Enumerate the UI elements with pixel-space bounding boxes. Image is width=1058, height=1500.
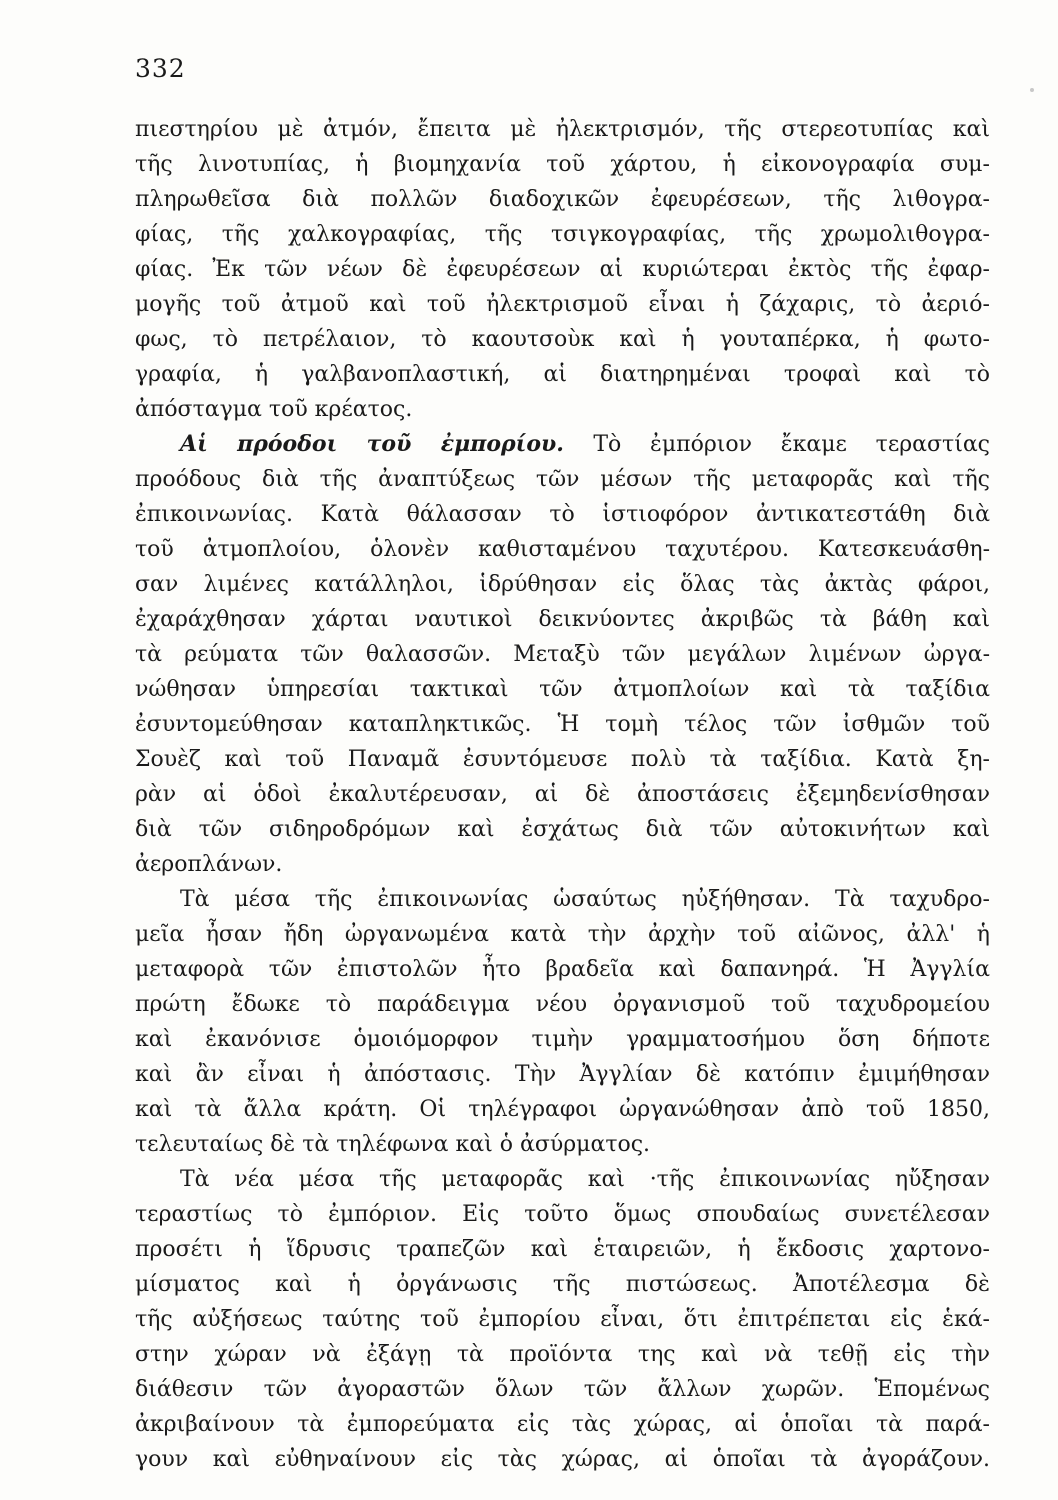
text-line: καὶ τὰ ἄλλα κράτη. Οἱ τηλέγραφοι ὠργανώθησαν ἀπὸ τοῦ 1850, <box>135 1097 990 1122</box>
text-line: πληρωθεῖσα διὰ πολλῶν διαδοχικῶν ἐφευρέσεων, τῆς λιθογρα- <box>135 187 990 212</box>
text-line: καὶ ἐκανόνισε ὁμοιόμορφον τιμὴν γραμματοσήμου ὅση δήποτε <box>135 1027 990 1052</box>
text-line: τοῦ ἀτμοπλοίου, ὁλονὲν καθισταμένου ταχυτέρου. Κατεσκευάσθη- <box>135 537 990 562</box>
page-number: 332 <box>135 54 186 83</box>
text-line: νώθησαν ὑπηρεσίαι τακτικαὶ τῶν ἀτμοπλοίων καὶ τὰ ταξίδια <box>135 677 990 702</box>
text-line: ἐπικοινωνίας. Κατὰ θάλασσαν τὸ ἱστιοφόρον ἀντικατεστάθη διὰ <box>135 502 990 527</box>
text-line: διὰ τῶν σιδηροδρόμων καὶ ἐσχάτως διὰ τῶν αὐτοκινήτων καὶ <box>135 817 990 842</box>
paragraph-communication <box>135 882 990 1162</box>
text-line: καὶ ἂν εἶναι ἡ ἀπόστασις. Τὴν Ἀγγλίαν δὲ κατόπιν ἐμιμήθησαν <box>135 1062 990 1087</box>
text-line: τῆς λινοτυπίας, ἡ βιομηχανία τοῦ χάρτου, ἡ εἰκονογραφία συμ- <box>135 152 990 177</box>
text-line: πρώτη ἔδωκε τὸ παράδειγμα νέου ὀργανισμοῦ τοῦ ταχυδρομείου <box>135 992 990 1017</box>
text-line: σαν λιμένες κατάλληλοι, ἱδρύθησαν εἰς ὅλας τὰς ἀκτὰς φάροι, <box>135 572 990 597</box>
text-line: ἀπόσταγμα τοῦ κρέατος. <box>135 397 413 422</box>
text-line: ἀεροπλάνων. <box>135 852 283 877</box>
scan-speck <box>1030 88 1034 92</box>
text-line: ἐσυντομεύθησαν καταπληκτικῶς. Ἡ τομὴ τέλος τῶν ἰσθμῶν τοῦ <box>135 712 990 737</box>
text-line: Σουὲζ καὶ τοῦ Παναμᾶ ἐσυντόμευσε πολὺ τὰ ταξίδια. Κατὰ ξη- <box>135 747 990 772</box>
text-line: μογῆς τοῦ ἀτμοῦ καὶ τοῦ ἠλεκτρισμοῦ εἶναι ἡ ζάχαρις, τὸ ἀεριό- <box>135 292 990 317</box>
text-line: τῆς αὐξήσεως ταύτης τοῦ ἐμπορίου εἶναι, ὅτι ἐπιτρέπεται εἰς ἑκά- <box>135 1307 990 1332</box>
text-line: φίας, τῆς χαλκογραφίας, τῆς τσιγκογραφίας, τῆς χρωμολιθογρα- <box>135 222 990 247</box>
text-line: ἀκριβαίνουν τὰ ἐμπορεύματα εἰς τὰς χώρας, αἱ ὁποῖαι τὰ παρά- <box>135 1412 990 1437</box>
text-line: μεῖα ἦσαν ἤδη ὠργανωμένα κατὰ τὴν ἀρχὴν τοῦ αἰῶνος, ἀλλ' ἡ <box>135 922 990 947</box>
text-line: Τὰ νέα μέσα τῆς μεταφορᾶς καὶ ·τῆς ἐπικοινωνίας ηὔξησαν <box>180 1167 990 1192</box>
text-line: ρὰν αἱ ὁδοὶ ἐκαλυτέρευσαν, αἱ δὲ ἀποστάσεις ἐξεμηδενίσθησαν <box>135 782 990 807</box>
section-heading: Αἱ πρόοδοι τοῦ ἐμπορίου. <box>180 431 564 457</box>
text-line: διάθεσιν τῶν ἀγοραστῶν ὅλων τῶν ἄλλων χωρῶν. Ἑπομένως <box>135 1377 990 1402</box>
text-line-rest: Τὸ ἐμπόριον ἔκαμε τεραστίας <box>593 432 991 457</box>
text-line: Τὰ μέσα τῆς ἐπικοινωνίας ὡσαύτως ηὐξήθησαν. Τὰ ταχυδρο- <box>180 887 990 912</box>
text-line: φως, τὸ πετρέλαιον, τὸ καουτσοὺκ καὶ ἡ γουταπέρκα, ἡ φωτο- <box>135 327 990 352</box>
text-line: ἐχαράχθησαν χάρται ναυτικοὶ δεικνύοντες ἀκριβῶς τὰ βάθη καὶ <box>135 607 990 632</box>
text-line: προσέτι ἡ ἵδρυσις τραπεζῶν καὶ ἑταιρειῶν, ἡ ἔκδοσις χαρτονο- <box>135 1237 990 1262</box>
paragraph-trade-growth <box>135 1162 990 1477</box>
text-line: γραφία, ἡ γαλβανοπλαστική, αἱ διατηρημέναι τροφαὶ καὶ τὸ <box>135 362 990 387</box>
text-line: προόδους διὰ τῆς ἀναπτύξεως τῶν μέσων τῆς μεταφορᾶς καὶ τῆς <box>135 467 990 492</box>
body-text <box>135 112 990 1477</box>
paragraph-continuation <box>135 112 990 427</box>
text-line: τελευταίως δὲ τὰ τηλέφωνα καὶ ὁ ἀσύρματος. <box>135 1132 651 1157</box>
text-line: πιεστηρίου μὲ ἀτμόν, ἔπειτα μὲ ἠλεκτρισμόν, τῆς στερεοτυπίας καὶ <box>135 117 990 142</box>
paragraph-trade-progress <box>135 427 990 882</box>
text-line: γουν καὶ εὐθηναίνουν εἰς τὰς χώρας, αἱ ὁποῖαι τὰ ἀγοράζουν. <box>135 1447 990 1472</box>
text-line: μεταφορὰ τῶν ἐπιστολῶν ἦτο βραδεῖα καὶ δαπανηρά. Ἡ Ἀγγλία <box>135 957 990 982</box>
text-line: τεραστίως τὸ ἐμπόριον. Εἰς τοῦτο ὅμως σπουδαίως συνετέλεσαν <box>135 1202 990 1227</box>
text-line: τὰ ρεύματα τῶν θαλασσῶν. Μεταξὺ τῶν μεγάλων λιμένων ὠργα- <box>135 642 990 667</box>
text-line: στην χώραν νὰ ἐξάγῃ τὰ προϊόντα της καὶ νὰ τεθῇ εἰς τὴν <box>135 1342 990 1367</box>
text-line: μίσματος καὶ ἡ ὀργάνωσις τῆς πιστώσεως. Ἀποτέλεσμα δὲ <box>135 1272 990 1297</box>
text-line: φίας. Ἐκ τῶν νέων δὲ ἐφευρέσεων αἱ κυριώτεραι ἐκτὸς τῆς ἐφαρ- <box>135 257 990 282</box>
section-heading-line <box>135 427 990 462</box>
